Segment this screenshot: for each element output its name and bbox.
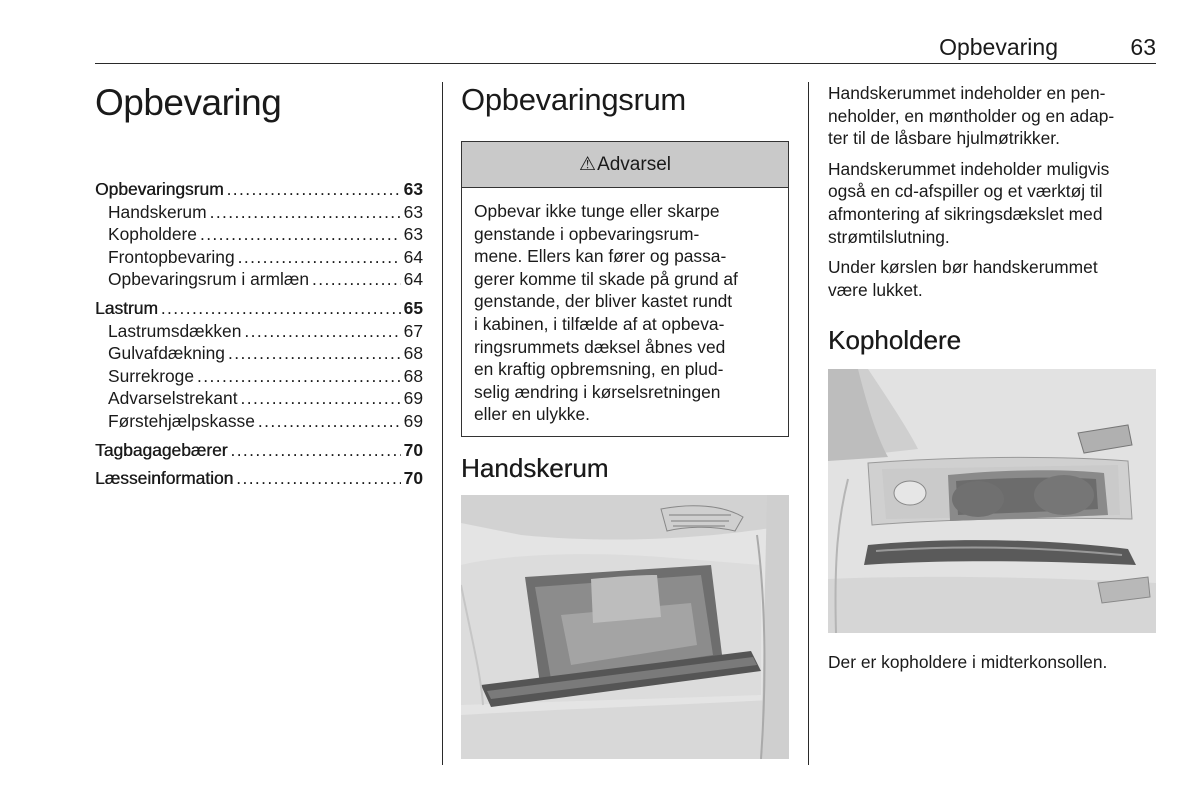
toc-leader-dots [238,246,401,269]
toc-subentry[interactable] [95,410,423,433]
toc-leader-dots [161,297,401,320]
toc-entry[interactable] [95,439,423,462]
toc-label: Lastrumsdækken [108,320,242,341]
toc-leader-dots [312,268,401,291]
toc-page-number: 70 [403,439,423,460]
glovebox-paragraph [828,82,1158,150]
toc-subentry[interactable] [95,342,423,365]
toc-label: Opbevaringsrum i armlæn [108,269,310,290]
toc-label: Tagbagagebærer [95,439,228,460]
toc-page-number: 69 [403,388,423,409]
toc-label: Førstehjælpskasse [108,410,255,431]
toc-page-number: 63 [403,179,423,199]
warning-line: en kraftig opbremsning, en plud- [474,359,724,380]
toc-leader-dots [241,387,401,410]
warning-text [462,188,788,436]
toc-subentry[interactable] [95,320,423,343]
toc-page-number: 65 [403,297,423,318]
right-column [828,82,1158,674]
running-header-title: Opbevaring [939,34,1058,60]
toc-leader-dots [258,410,401,433]
toc-group [95,467,423,490]
text-line: strømtilslutning. [828,226,950,247]
column-divider-left [442,82,443,765]
text-line: Handskerummet indeholder en pen- [828,83,1106,103]
toc-leader-dots [228,342,401,365]
toc-group [95,439,423,462]
toc-page-number: 68 [403,343,423,364]
toc-entry[interactable] [95,467,423,490]
toc-group [95,178,423,291]
warning-line: ringsrummets dæksel åbnes ved [474,336,726,357]
toc-label: Surrekroge [108,365,195,386]
toc-page-number: 69 [403,410,423,431]
toc-subentry[interactable] [95,223,423,246]
toc-page-number: 67 [403,320,423,341]
toc-leader-dots [200,223,401,246]
toc-leader-dots [210,201,401,224]
text-line: være lukket. [828,279,923,300]
warning-line: mene. Ellers kan fører og passa- [474,246,727,267]
toc-label: Lastrum [95,297,158,318]
text-line: neholder, en møntholder og en adap- [828,105,1115,126]
section-title: Opbevaringsrum [461,82,686,117]
warning-line: genstande, der bliver kastet rundt [474,291,733,312]
toc-subentry[interactable] [95,201,423,224]
warning-box [461,141,789,437]
toc-label: Handskerum [108,201,207,222]
toc-leader-dots [227,178,401,201]
warning-line: eller en ulykke. [474,404,590,425]
toc-entry[interactable] [95,178,423,201]
chapter-title: Opbevaring [95,82,282,123]
cupholder-caption: Der er kopholdere i midterkonsollen. [828,652,1108,673]
warning-triangle-icon: ⚠ [579,154,597,175]
toc-subentry[interactable] [95,387,423,410]
toc-subentry[interactable] [95,365,423,388]
toc-page-number: 70 [403,468,423,489]
toc-leader-dots [197,365,401,388]
warning-line: i kabinen, i tilfælde af at opbeva- [474,313,725,334]
warning-line: genstande i opbevaringsrum- [474,223,700,244]
toc-label: Kopholdere [108,224,197,245]
warning-title: Advarsel [597,153,671,175]
glovebox-paragraph [828,158,1158,248]
header-rule [95,63,1156,64]
toc-label: Advarselstrekant [108,388,238,409]
warning-line: Opbevar ikke tunge eller skarpe [474,201,720,221]
cupholder-heading: Kopholdere [828,325,961,356]
toc-label: Læsseinformation [95,468,234,489]
cupholder-illustration [828,369,1156,633]
column-divider-right [808,82,809,765]
warning-line: gerer komme til skade på grund af [474,268,738,289]
toc-page-number: 64 [403,269,423,290]
toc-page-number: 68 [403,365,423,386]
toc-leader-dots [230,439,400,462]
warning-header [462,142,788,188]
toc-group [95,297,423,433]
glovebox-heading: Handskerum [461,452,609,483]
text-line: afmontering af sikringsdækslet med [828,203,1103,224]
toc-subentry[interactable] [95,246,423,269]
chapter-column [95,80,423,496]
glovebox-illustration [461,495,789,759]
toc-page-number: 63 [403,224,423,245]
text-line: også en cd-afspiller og et værktøj til [828,181,1103,202]
toc-page-number: 64 [403,246,423,267]
toc-entry[interactable] [95,297,423,320]
toc-page-number: 63 [403,201,423,222]
toc-leader-dots [244,320,400,343]
toc-label: Gulvafdækning [108,343,225,364]
text-line: Under kørslen bør handskerummet [828,257,1098,278]
page-number: 63 [1130,34,1156,60]
text-line: Handskerummet indeholder muligvis [828,158,1110,179]
warning-line: selig ændring i kørselsretningen [474,381,721,402]
glovebox-paragraph [828,256,1158,301]
text-line: ter til de låsbare hjulmøtrikker. [828,128,1060,149]
table-of-contents [95,178,423,490]
section-column [461,80,789,759]
toc-label: Frontopbevaring [108,246,235,267]
toc-subentry[interactable] [95,268,423,291]
toc-label: Opbevaringsrum [95,179,224,199]
toc-leader-dots [236,467,400,490]
